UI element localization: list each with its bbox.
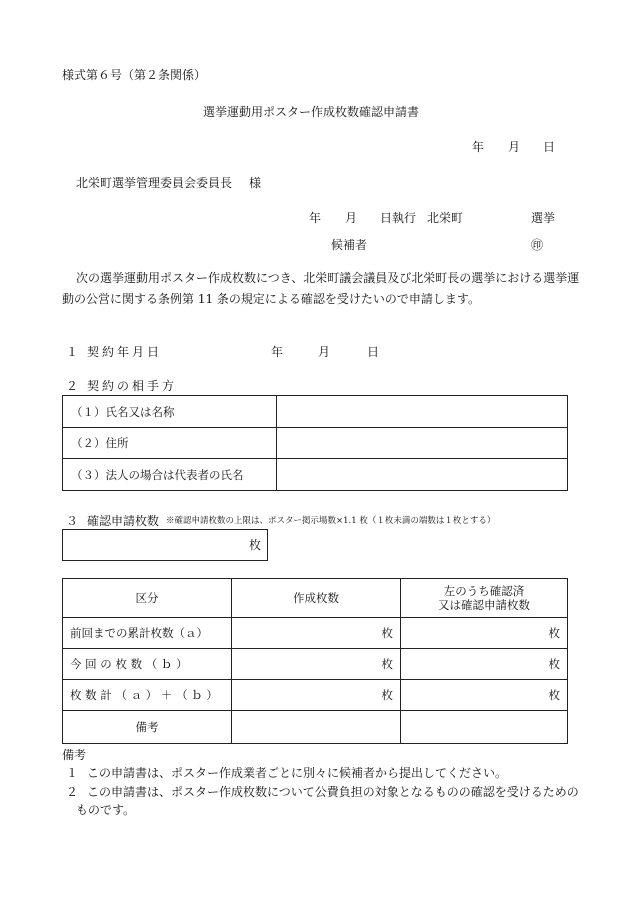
table-row: [63, 459, 568, 491]
remarks-created-cell[interactable]: [232, 711, 401, 744]
header-category: 区分: [63, 579, 232, 618]
section3-note: ※確認申請枚数の上限は、ポスター掲示場数×1.1 枚（１枚未満の端数は１枚とする）: [166, 516, 496, 526]
election-exec-label: 日執行: [380, 211, 417, 225]
header-confirmed-line-2: 又は確認申請枚数: [438, 598, 530, 612]
note-1-text: この申請書は、ポスター作成業者ごとに別々に候補者から提出してください。: [87, 766, 508, 780]
election-town: 北栄町: [427, 211, 464, 225]
note-2-continuation: ものです。: [76, 803, 136, 817]
form-number: 様式第６号（第２条関係）: [62, 68, 207, 82]
counterparty-representative-label: （３）法人の場合は代表者の氏名: [63, 459, 277, 491]
document-title: 選挙運動用ポスター作成枚数確認申請書: [203, 105, 420, 119]
section3-label: 確認申請枚数: [87, 514, 160, 528]
row-label-total: 枚 数 計 （ ａ ） ＋ （ ｂ ）: [63, 680, 232, 711]
row-label-current: 今 回 の 枚 数 （ ｂ ）: [63, 649, 232, 680]
row-label-remarks: 備考: [63, 711, 232, 744]
header-confirmed-count: [401, 579, 568, 618]
addressee-honorific: 様: [249, 176, 262, 190]
table-row: [63, 579, 568, 618]
date-year-label: 年: [472, 140, 485, 154]
date-day-label: 日: [543, 140, 556, 154]
addressee-name: 北栄町選挙管理委員会委員長: [76, 176, 233, 190]
total-created-cell[interactable]: 枚: [232, 680, 401, 711]
counterparty-name-label: （１）氏名又は名称: [63, 396, 277, 428]
table-row: [63, 649, 568, 680]
table-row: [63, 711, 568, 744]
table-row: [63, 396, 568, 428]
section1-year-label: 年: [271, 345, 284, 359]
date-month-label: 月: [508, 140, 521, 154]
election-label: 選挙: [531, 211, 556, 225]
cumulative-confirmed-cell[interactable]: 枚: [401, 618, 568, 649]
section2-number: ２: [66, 379, 79, 393]
table-row: [63, 428, 568, 459]
body-text-line-2: 動の公営に関する条例第 11 条の規定による確認を受けたいので申請します。: [62, 292, 480, 306]
row-label-cumulative: 前回までの累計枚数（ａ）: [63, 618, 232, 649]
counterparty-table: [62, 395, 568, 491]
counterparty-representative-field[interactable]: [277, 459, 568, 491]
note-1-number: １: [66, 766, 79, 780]
count-table: [62, 578, 568, 744]
counterparty-name-field[interactable]: [277, 396, 568, 428]
remarks-confirmed-cell[interactable]: [401, 711, 568, 744]
requested-count-box[interactable]: [62, 529, 268, 561]
counterparty-address-label: （２）住所: [63, 428, 277, 459]
note-2-number: ２: [66, 785, 79, 799]
section1-month-label: 月: [318, 345, 331, 359]
candidate-label: 候補者: [331, 238, 368, 252]
notes-heading: 備考: [62, 748, 87, 762]
requested-count-unit: 枚: [248, 538, 261, 552]
section2-label: 契約の相手方: [87, 379, 178, 393]
body-text-line-1: 次の選挙運動用ポスター作成枚数につき、北栄町議会議員及び北栄町長の選挙における選挙運: [76, 271, 580, 285]
counterparty-address-field[interactable]: [277, 428, 568, 459]
section1-number: １: [66, 345, 79, 359]
total-confirmed-cell[interactable]: 枚: [401, 680, 568, 711]
header-confirmed-line-1: 左のうち確認済: [443, 584, 525, 598]
section1-day-label: 日: [367, 345, 380, 359]
election-year-label: 年: [309, 211, 322, 225]
table-row: [63, 680, 568, 711]
seal-mark: ㊞: [531, 238, 544, 252]
section3-number: ３: [66, 514, 79, 528]
table-row: [63, 618, 568, 649]
current-created-cell[interactable]: 枚: [232, 649, 401, 680]
note-2-text: この申請書は、ポスター作成枚数について公費負担の対象となるものの確認を受けるための: [87, 785, 579, 799]
election-month-label: 月: [345, 211, 358, 225]
header-created-count: 作成枚数: [232, 579, 401, 618]
current-confirmed-cell[interactable]: 枚: [401, 649, 568, 680]
cumulative-created-cell[interactable]: 枚: [232, 618, 401, 649]
section1-label: 契約年月日: [87, 345, 163, 359]
